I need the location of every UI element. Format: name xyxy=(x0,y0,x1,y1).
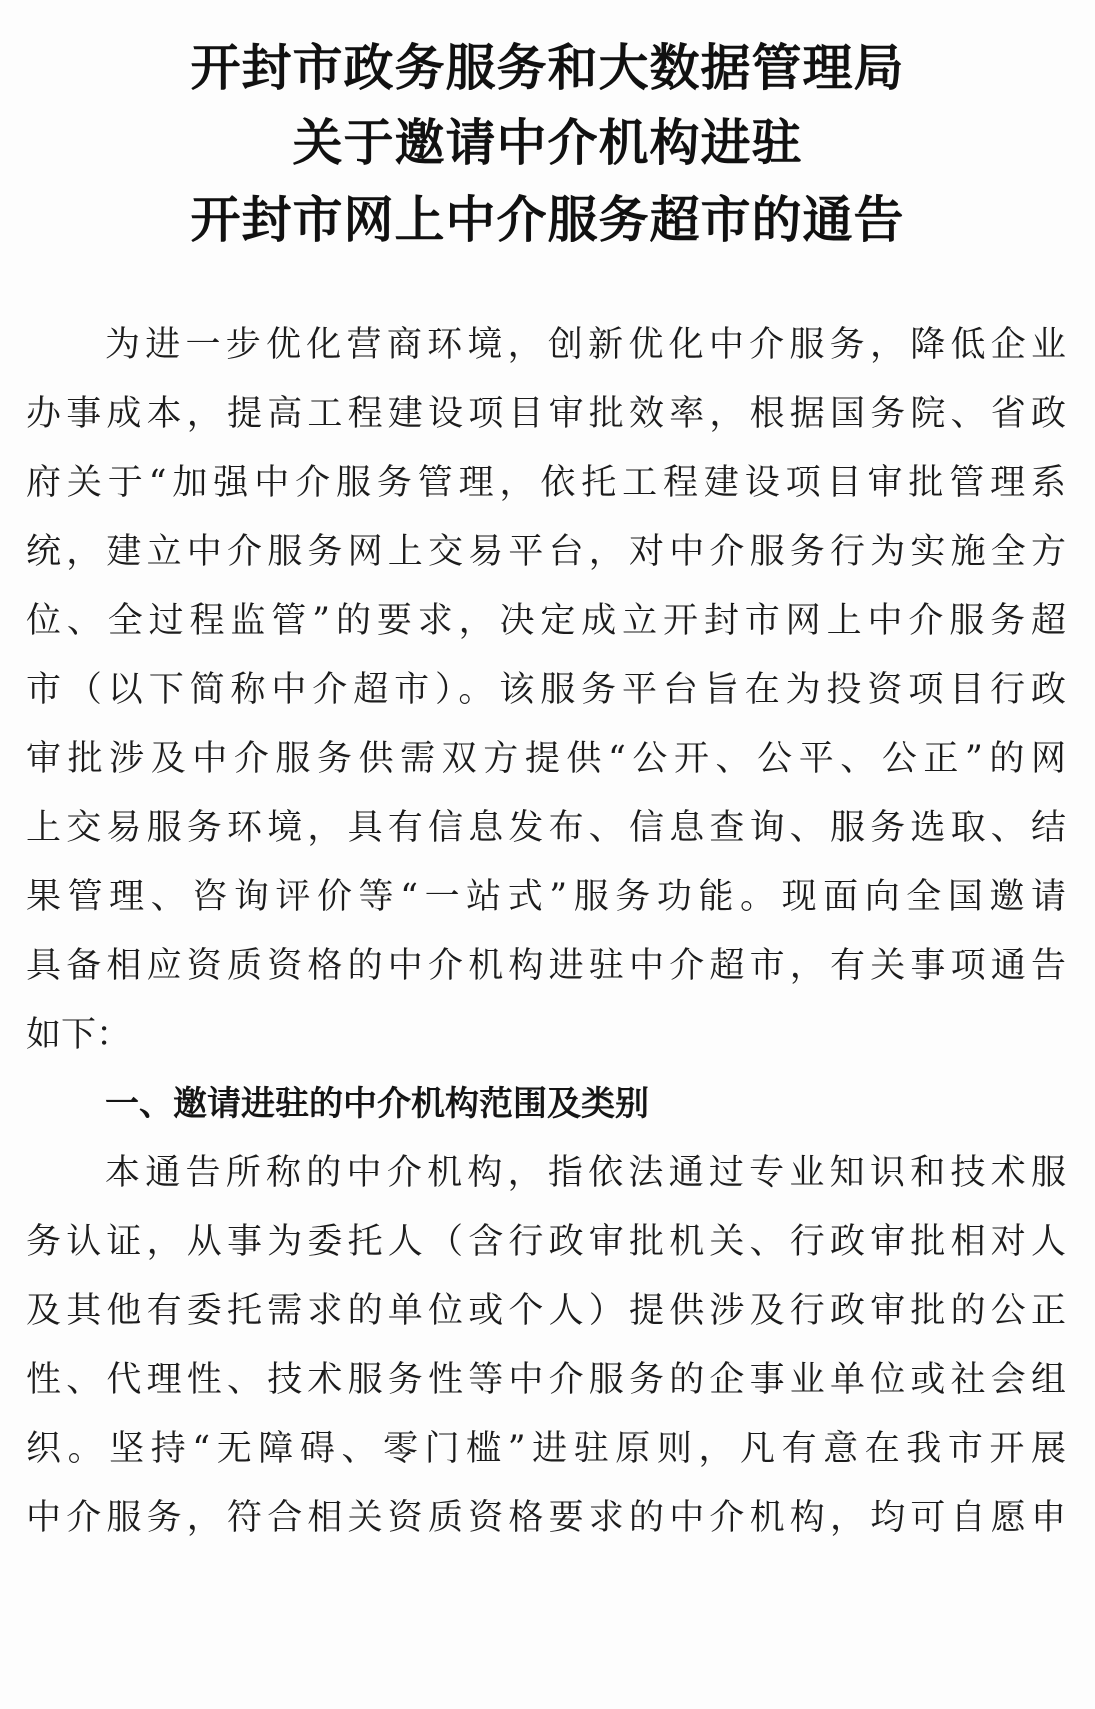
paragraph-line: 及其他有委托需求的单位或个人）提供涉及行政审批的公正 xyxy=(26,1291,1066,1331)
paragraph-line: 市（以下简称中介超市）。该服务平台旨在为投资项目行政 xyxy=(26,670,1066,710)
paragraph-line: 审批涉及中介服务供需双方提供“公开、公平、公正”的网 xyxy=(26,739,1066,779)
paragraph-line: 府关于“加强中介服务管理，依托工程建设项目审批管理系 xyxy=(26,463,1066,503)
paragraph-line: 果管理、咨询评价等“一站式”服务功能。现面向全国邀请 xyxy=(26,877,1066,917)
paragraph-line: 中介服务，符合相关资质资格要求的中介机构，均可自愿申 xyxy=(26,1498,1066,1538)
paragraph-line: 统，建立中介服务网上交易平台，对中介服务行为实施全方 xyxy=(26,532,1066,572)
paragraph-line: 本通告所称的中介机构，指依法通过专业知识和技术服 xyxy=(105,1153,1066,1193)
paragraph-line: 具备相应资质资格的中介机构进驻中介超市，有关事项通告 xyxy=(26,946,1066,986)
paragraph-line: 织。坚持“无障碍、零门槛”进驻原则，凡有意在我市开展 xyxy=(26,1429,1066,1469)
paragraph-line: 位、全过程监管”的要求，决定成立开封市网上中介服务超 xyxy=(26,601,1066,641)
paragraph-line: 务认证，从事为委托人（含行政审批机关、行政审批相对人 xyxy=(26,1222,1066,1262)
paragraph-line: 上交易服务环境，具有信息发布、信息查询、服务选取、结 xyxy=(26,808,1066,848)
paragraph-line: 性、代理性、技术服务性等中介服务的企事业单位或社会组 xyxy=(26,1360,1066,1400)
document-title-line-1: 开封市政务服务和大数据管理局 xyxy=(190,39,905,97)
paragraph-line: 为进一步优化营商环境，创新优化中介服务，降低企业 xyxy=(105,325,1066,365)
paragraph-line: 办事成本，提高工程建设项目审批效率，根据国务院、省政 xyxy=(26,394,1066,434)
document-title-line-2: 关于邀请中介机构进驻 xyxy=(292,114,803,172)
section-heading: 一、邀请进驻的中介机构范围及类别 xyxy=(105,1084,649,1124)
paragraph-line: 如下： xyxy=(26,1015,132,1055)
document-title-line-3: 开封市网上中介服务超市的通告 xyxy=(190,191,905,249)
